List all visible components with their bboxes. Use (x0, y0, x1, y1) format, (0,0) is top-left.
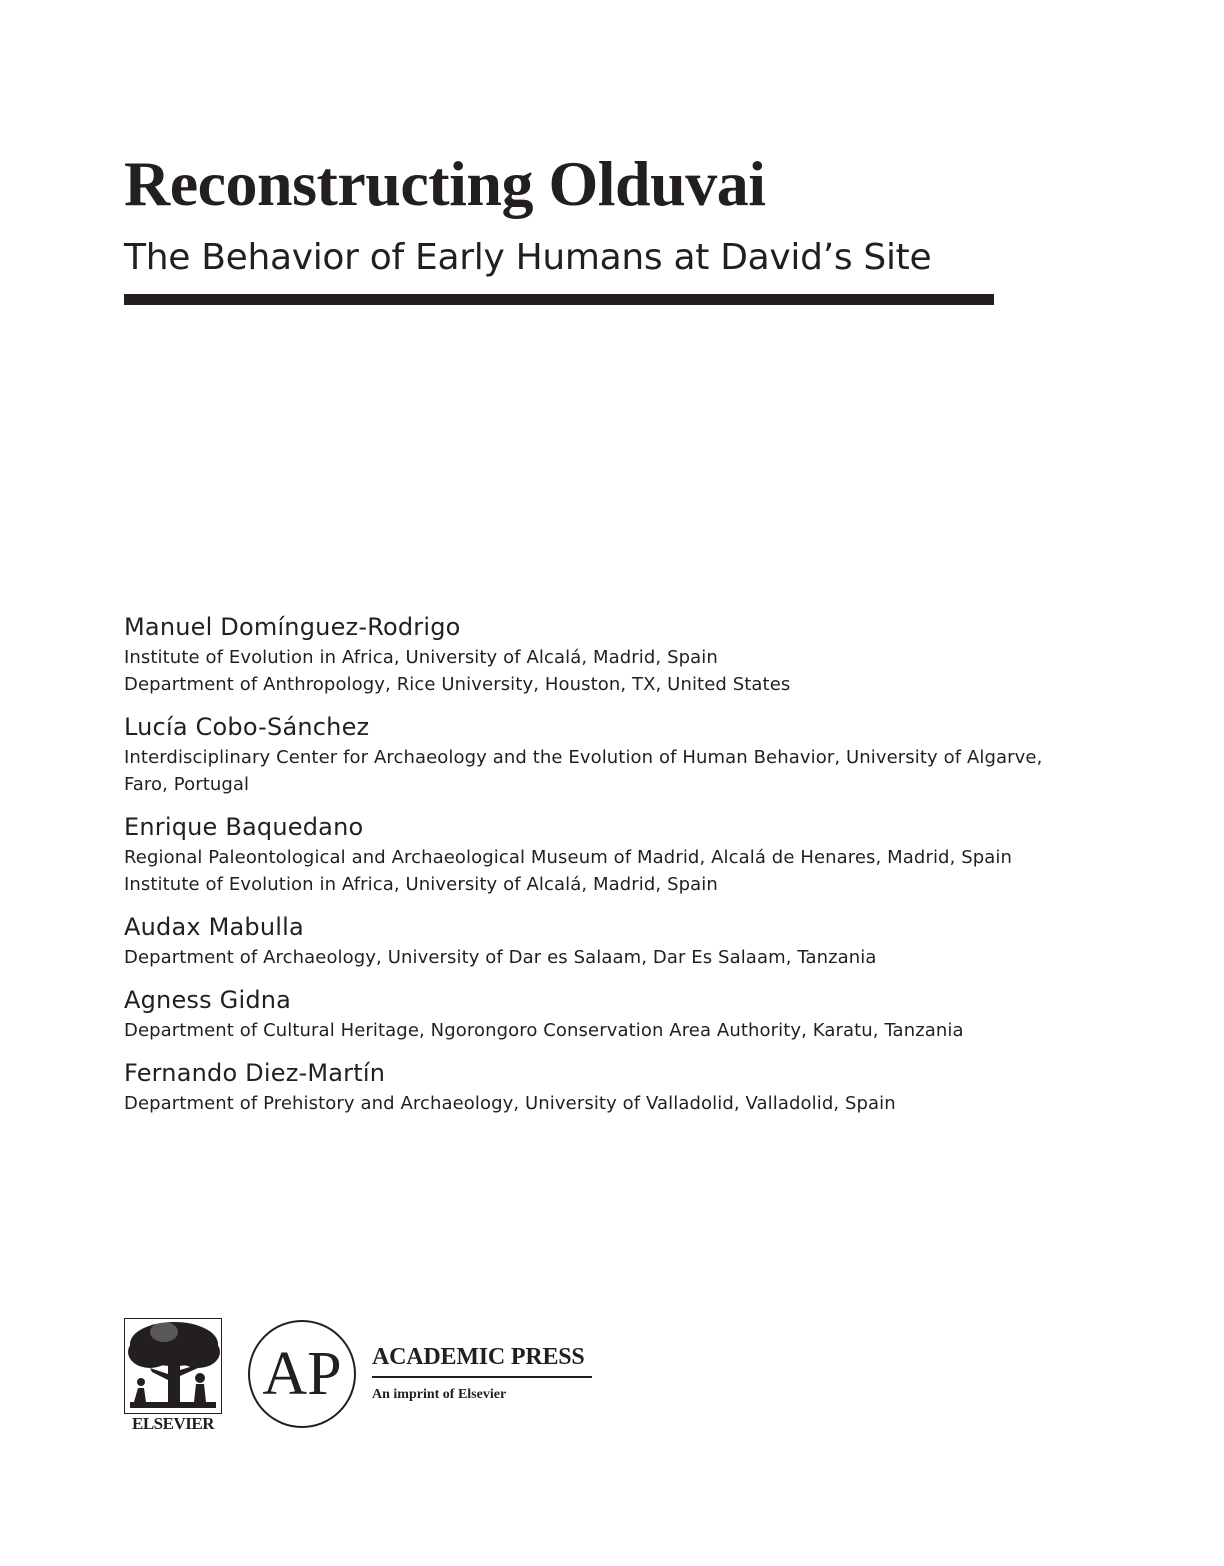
author-affiliation: Institute of Evolution in Africa, University of Alcalá, Madrid, Spain (124, 874, 718, 895)
author-affiliation: Institute of Evolution in Africa, University of Alcalá, Madrid, Spain (124, 647, 718, 668)
author-entry (124, 910, 1124, 971)
ap-monogram-icon (246, 1318, 358, 1430)
book-subtitle: The Behavior of Early Humans at David’s Site (124, 237, 932, 278)
author-name: Agness Gidna (124, 986, 292, 1014)
author-name: Audax Mabulla (124, 913, 304, 941)
publisher-name: ACADEMIC PRESS (372, 1344, 585, 1370)
author-affiliation: Interdisciplinary Center for Archaeology and the Evolution of Human Behavior, University of Algarve, (124, 747, 1043, 768)
author-entry (124, 710, 1124, 798)
author-affiliation: Faro, Portugal (124, 774, 250, 795)
publisher-divider (372, 1376, 592, 1378)
author-name: Lucía Cobo-Sánchez (124, 713, 370, 741)
elsevier-tree-logo (124, 1318, 222, 1434)
elsevier-tree-icon (124, 1318, 222, 1414)
publisher-imprint: An imprint of Elsevier (372, 1386, 507, 1402)
author-name: Enrique Baquedano (124, 813, 364, 841)
author-entry (124, 983, 1124, 1044)
author-name: Manuel Domínguez-Rodrigo (124, 613, 461, 641)
academic-press-wordmark (372, 1342, 592, 1404)
author-affiliation: Regional Paleontological and Archaeological Museum of Madrid, Alcalá de Henares, Madrid, Spain (124, 847, 1013, 868)
author-affiliation: Department of Prehistory and Archaeology, University of Valladolid, Valladolid, Spain (124, 1093, 896, 1114)
author-affiliation: Department of Archaeology, University of Dar es Salaam, Dar Es Salaam, Tanzania (124, 947, 877, 968)
author-name: Fernando Diez-Martín (124, 1059, 386, 1087)
title-rule (124, 294, 994, 305)
book-title: Reconstructing Olduvai (124, 148, 766, 219)
ap-monogram-text: AP (262, 1340, 342, 1408)
author-entry (124, 610, 1124, 698)
author-affiliation: Department of Cultural Heritage, Ngorongoro Conservation Area Authority, Karatu, Tanzania (124, 1020, 964, 1041)
author-entry (124, 1056, 1124, 1117)
author-list (124, 610, 1124, 1129)
academic-press-logo (246, 1318, 358, 1430)
elsevier-wordmark: ELSEVIER (132, 1414, 214, 1433)
publisher-logos (124, 1318, 624, 1438)
author-entry (124, 810, 1124, 898)
author-affiliation: Department of Anthropology, Rice University, Houston, TX, United States (124, 674, 791, 695)
